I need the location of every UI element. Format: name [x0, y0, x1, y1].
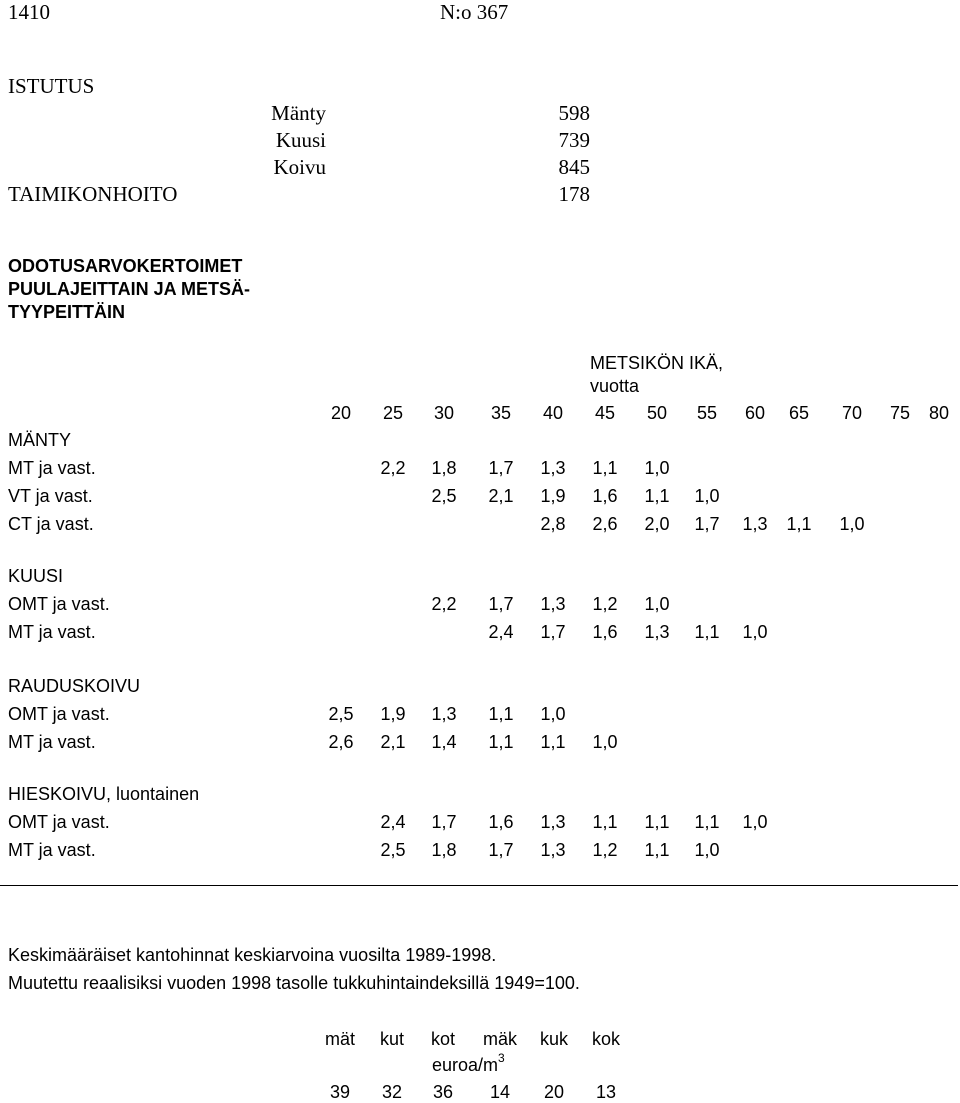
price-label: Mänty [271, 101, 326, 125]
stumpage-header: mät [324, 1029, 355, 1049]
coefficient-cell: 1,1 [592, 458, 618, 478]
stumpage-unit: euroa/$m^3$ [432, 1051, 505, 1075]
coefficient-cell: 1,1 [694, 622, 720, 642]
coefficient-cell: 1,7 [540, 622, 566, 642]
price-label: TAIMIKONHOITO [8, 182, 178, 206]
stumpage-value: 14 [489, 1082, 511, 1102]
coef-title-line-1: ODOTUSARVOKERTOIMET [8, 256, 243, 276]
price-value: 739 [558, 128, 590, 152]
age-column-header: 40 [542, 403, 564, 423]
coefficient-cell: 1,0 [592, 732, 618, 752]
site-type-label: OMT ja vast. [8, 704, 110, 724]
price-label: Koivu [273, 155, 326, 179]
stumpage-value: 20 [543, 1082, 565, 1102]
stumpage-value: 32 [381, 1082, 403, 1102]
age-column-header: 75 [889, 403, 911, 423]
age-column-header: 55 [696, 403, 718, 423]
coefficient-cell: 1,3 [540, 458, 566, 478]
coefficient-cell: 1,3 [540, 812, 566, 832]
stumpage-value: 39 [329, 1082, 351, 1102]
coefficient-cell: 2,8 [540, 514, 566, 534]
site-type-label: MT ja vast. [8, 622, 96, 642]
age-column-header: 65 [788, 403, 810, 423]
stumpage-header: kok [591, 1029, 620, 1049]
coefficient-cell: 1,3 [540, 840, 566, 860]
age-column-header: 80 [928, 403, 950, 423]
coefficient-cell: 1,3 [431, 704, 457, 724]
coefficient-cell: 1,0 [540, 704, 566, 724]
coefficient-cell: 1,1 [786, 514, 812, 534]
coefficient-cell: 2,2 [431, 594, 457, 614]
coefficient-cell: 1,3 [742, 514, 768, 534]
coefficient-cell: 1,0 [742, 622, 768, 642]
coefficient-cell: 1,8 [431, 840, 457, 860]
coefficient-cell: 1,1 [694, 812, 720, 832]
coefficient-cell: 1,1 [488, 704, 514, 724]
coefficient-cell: 1,0 [644, 458, 670, 478]
coefficient-cell: 1,6 [592, 622, 618, 642]
coefficient-cell: 1,1 [644, 812, 670, 832]
price-label: ISTUTUS [8, 74, 95, 98]
age-column-header: 70 [841, 403, 863, 423]
note-line-1: Keskimääräiset kantohinnat keskiarvoina vuosilta 1989-1998. [8, 945, 497, 965]
coefficient-cell: 2,5 [431, 486, 457, 506]
note-line-2: Muutettu reaalisiksi vuoden 1998 tasolle tukkuhintaindeksillä 1949=100. [8, 973, 580, 993]
coefficient-cell: 1,0 [742, 812, 768, 832]
species-group-name: MÄNTY [8, 430, 71, 450]
section-divider [0, 885, 958, 886]
coefficient-cell: 1,7 [488, 840, 514, 860]
coefficient-cell: 1,1 [488, 732, 514, 752]
coefficient-cell: 1,7 [488, 458, 514, 478]
coefficient-cell: 1,6 [488, 812, 514, 832]
coefficient-cell: 1,1 [644, 486, 670, 506]
coefficient-cell: 1,6 [592, 486, 618, 506]
coefficient-cell: 1,7 [694, 514, 720, 534]
age-header-line-2: vuotta [590, 376, 640, 396]
coefficient-cell: 1,2 [592, 840, 618, 860]
coefficient-cell: 1,0 [644, 594, 670, 614]
coef-title-line-3: TYYPEITTÄIN [8, 302, 126, 322]
issue-number: N:o 367 [440, 0, 509, 24]
coefficient-cell: 1,7 [488, 594, 514, 614]
coefficient-cell: 2,0 [644, 514, 670, 534]
site-type-label: OMT ja vast. [8, 594, 110, 614]
stumpage-header: kuk [539, 1029, 568, 1049]
coefficient-cell: 1,3 [540, 594, 566, 614]
species-group-name: KUUSI [8, 566, 64, 586]
coefficient-cell: 2,5 [380, 840, 406, 860]
coefficient-cell: 1,9 [380, 704, 406, 724]
coefficient-cell: 1,1 [644, 840, 670, 860]
page-number: 1410 [8, 0, 50, 24]
coefficient-cell: 1,3 [644, 622, 670, 642]
price-value: 845 [558, 155, 590, 179]
site-type-label: VT ja vast. [8, 486, 93, 506]
coefficient-cell: 1,7 [431, 812, 457, 832]
coefficient-cell: 2,4 [488, 622, 514, 642]
stumpage-header: mäk [482, 1029, 517, 1049]
age-header-line-1: METSIKÖN IKÄ, [590, 353, 724, 373]
coefficient-cell: 2,5 [328, 704, 354, 724]
age-column-header: 30 [433, 403, 455, 423]
age-column-header: 45 [594, 403, 616, 423]
coefficient-cell: 1,0 [839, 514, 865, 534]
site-type-label: MT ja vast. [8, 732, 96, 752]
age-column-header: 20 [330, 403, 352, 423]
stumpage-value: 36 [432, 1082, 454, 1102]
site-type-label: MT ja vast. [8, 458, 96, 478]
coefficient-cell: 1,2 [592, 594, 618, 614]
coefficient-cell: 1,1 [540, 732, 566, 752]
site-type-label: MT ja vast. [8, 840, 96, 860]
age-column-header: 60 [744, 403, 766, 423]
price-value: 598 [558, 101, 590, 125]
species-group-name: HIESKOIVU, luontainen [8, 784, 200, 804]
site-type-label: CT ja vast. [8, 514, 94, 534]
stumpage-header: kut [379, 1029, 404, 1049]
coefficient-cell: 1,4 [431, 732, 457, 752]
age-column-header: 35 [490, 403, 512, 423]
coefficient-cell: 1,1 [592, 812, 618, 832]
coefficient-cell: 1,9 [540, 486, 566, 506]
coefficient-cell: 2,1 [488, 486, 514, 506]
coefficient-cell: 2,6 [592, 514, 618, 534]
price-label: Kuusi [275, 128, 326, 152]
age-column-header: 25 [382, 403, 404, 423]
site-type-label: OMT ja vast. [8, 812, 110, 832]
coefficient-cell: 1,0 [694, 486, 720, 506]
coefficient-cell: 2,6 [328, 732, 354, 752]
coefficient-cell: 2,1 [380, 732, 406, 752]
coefficient-cell: 2,4 [380, 812, 406, 832]
coefficient-cell: 1,8 [431, 458, 457, 478]
price-value: 178 [558, 182, 590, 206]
coefficient-cell: 2,2 [380, 458, 406, 478]
species-group-name: RAUDUSKOIVU [8, 676, 141, 696]
coefficient-cell: 1,0 [694, 840, 720, 860]
coef-title-line-2: PUULAJEITTAIN JA METSÄ- [8, 279, 251, 299]
stumpage-header: kot [430, 1029, 455, 1049]
age-column-header: 50 [646, 403, 668, 423]
stumpage-value: 13 [595, 1082, 617, 1102]
